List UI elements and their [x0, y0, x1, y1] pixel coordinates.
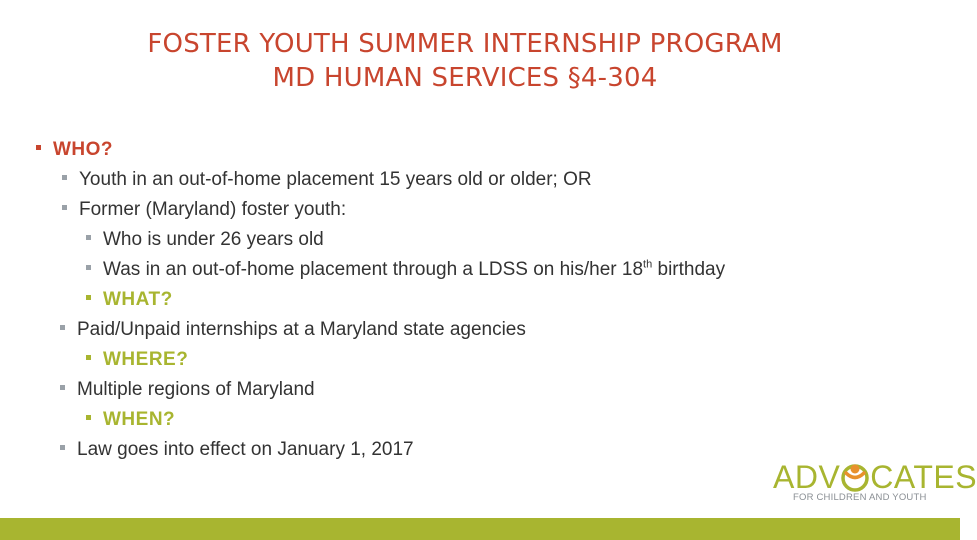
bullet-icon — [86, 355, 91, 360]
outline-item-who-2a: Who is under 26 years old — [86, 228, 324, 252]
bullet-icon — [36, 145, 41, 150]
outline-item-who-2b: Was in an out-of-home placement through a LDSS on his/her 18th birthday — [86, 258, 725, 282]
bullet-icon — [62, 175, 67, 180]
outline-item-when: WHEN? — [86, 408, 175, 432]
bullet-icon — [86, 235, 91, 240]
bullet-icon — [86, 295, 91, 300]
outline-item-what: WHAT? — [86, 288, 173, 312]
bullet-icon — [62, 205, 67, 210]
advocates-logo — [773, 459, 977, 508]
outline-item-who-2: Former (Maryland) foster youth: — [62, 198, 346, 222]
outline-item-where-1: Multiple regions of Maryland — [60, 378, 315, 402]
outline-item-who-1: Youth in an out-of-home placement 15 years old or older; OR — [62, 168, 592, 192]
outline-item-who: WHO? — [36, 138, 113, 162]
title-line-2: MD HUMAN SERVICES §4-304 — [272, 63, 658, 93]
logo-tagline: FOR CHILDREN AND YOUTH — [793, 492, 927, 503]
logo-wordmark: ADV CATES — [773, 459, 977, 495]
bullet-icon — [60, 385, 65, 390]
bullet-icon — [60, 445, 65, 450]
bullet-icon — [60, 325, 65, 330]
figure-o-icon — [840, 462, 870, 492]
outline-item-what-1: Paid/Unpaid internships at a Maryland state agencies — [60, 318, 526, 342]
outline-item-when-1: Law goes into effect on January 1, 2017 — [60, 438, 414, 462]
footer-bar — [0, 518, 960, 540]
bullet-icon — [86, 265, 91, 270]
slide-title — [0, 27, 930, 95]
outline-item-where: WHERE? — [86, 348, 188, 372]
bullet-icon — [86, 415, 91, 420]
title-line-1: FOSTER YOUTH SUMMER INTERNSHIP PROGRAM — [147, 29, 783, 59]
